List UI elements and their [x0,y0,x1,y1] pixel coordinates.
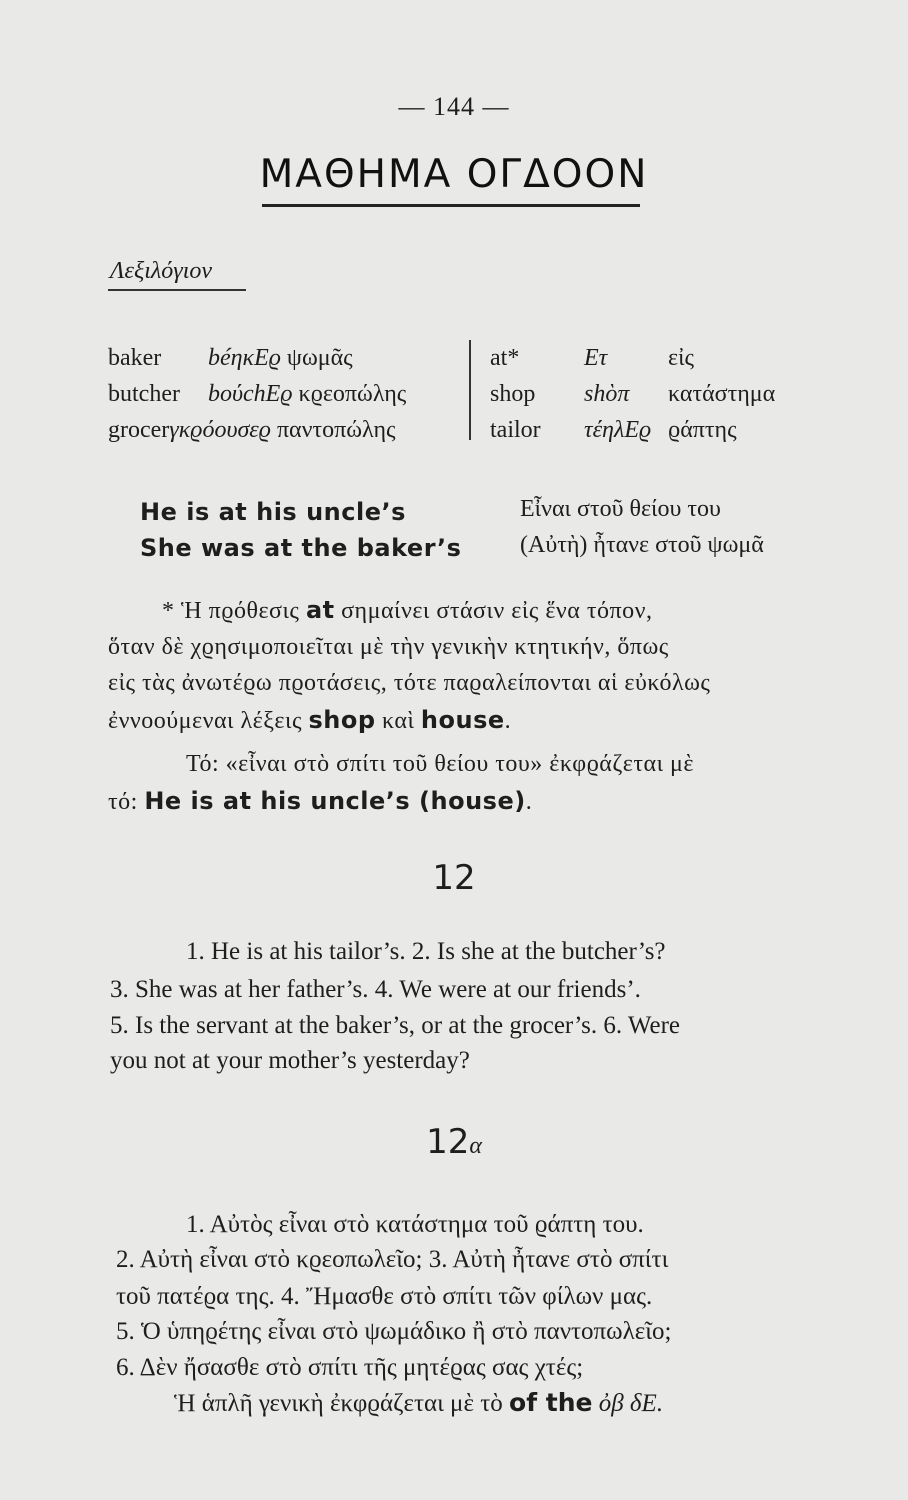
exercise-line: 2. Αὐτὴ εἶναι στὸ κϱεοπωλεῖο; 3. Αὐτὴ ἦτανε στὸ σπίτι [116,1246,669,1273]
note-text: Ἡ ἁπλῆ γενικὴ ἐκφϱάζεται μὲ τὸ [174,1390,510,1417]
lesson-title: ΜΑΘΗΜΑ ΟΓΔΟΟΝ [259,152,649,197]
vocab-word: tailor [490,417,541,443]
vocab-entry [490,412,775,448]
vocab-greek: ϱάπτης [668,417,737,443]
note-text: τό: [108,789,145,815]
vocab-greek: παντοπώλης [276,417,396,443]
vocab-pronunciation: Ετ [584,345,608,371]
vocab-word: grocer [108,417,170,443]
exercise-line [174,1388,663,1418]
note-bold-term: shop [308,706,376,734]
exercise-line: τοῦ πατέϱα της. 4. Ἤμασθε στὸ σπίτι τῶν φίλων μας. [116,1283,653,1310]
vocab-word: shop [490,381,536,407]
exercise-line: 6. Δὲν ἤσασθε στὸ σπίτι τῆς μητέϱας σας χτές; [116,1354,584,1381]
note-bold-term: at [305,596,335,624]
note-line [108,787,532,816]
vocabulary-heading: Λεξιλόγιον [110,258,213,284]
exercise-number-suffix: α [469,1133,482,1159]
vocab-greek: κϱεοπώλης [298,381,407,407]
vocab-greek: ψωμᾶς [286,345,353,371]
note-line: Τό: «εἶναι στὸ σπίτι τοῦ θείου του» ἐκφϱάζεται μὲ [186,751,694,777]
vocab-column-divider [469,340,471,440]
exercise-number: 12 [432,858,476,898]
example-greek: Εἶναι στοῦ θείου του [520,496,721,522]
note-text: ἐννοούμεναι λέξεις [108,708,309,734]
page-number: — 144 — [398,92,510,121]
exercise-line: 5. Is the servant at the baker’s, or at the grocer’s. 6. Were [110,1012,681,1039]
example-english: She was at the baker’s [140,534,462,562]
note-bold-term: He is at his uncle’s (house) [144,787,526,815]
note-pronunciation: ὀβ δΕ. [592,1390,664,1417]
exercise-line: you not at your mother’s yesterday? [110,1047,470,1074]
exercise-number [0,1122,908,1162]
exercise-number-digits: 12 [426,1122,470,1162]
note-text: * Ἡ πϱόθεσις [162,598,306,624]
note-line [162,596,652,625]
note-bold-term: house [420,706,505,734]
vocab-greek: κατάστημα [668,381,776,407]
vocab-entry [108,412,406,448]
vocab-entry [490,376,775,412]
vocab-word: at* [490,345,520,371]
vocab-entry [108,340,406,376]
note-text: σημαίνει στάσιν εἰς ἕνα τόπον, [334,598,653,624]
note-line: ὅταν δὲ χϱησιμοποιεῖται μὲ τὴν γενικὴν κτητικήν, ὅπως [108,634,669,660]
vocab-pronunciation: shὸπ [584,381,630,407]
vocab-greek: εἰς [668,345,695,371]
vocabulary-heading-underline [108,289,246,291]
exercise-line: 5. Ὁ ὑπηϱέτης εἶναι στὸ ψωμάδικο ἢ στὸ παντοπωλεῖο; [116,1318,672,1345]
note-line [108,706,511,735]
vocab-pronunciation: τέηλΕϱ [584,417,652,443]
note-line: εἰς τὰς ἀνωτέϱω πϱοτάσεις, τότε παϱαλείπονται αἱ εὐκόλως [108,670,711,696]
vocab-left-column [108,340,406,448]
vocab-right-column [490,340,775,448]
exercise-line: 1. Αὐτὸς εἶναι στὸ κατάστημα τοῦ ϱάπτη του. [186,1211,644,1238]
vocab-entry [490,340,775,376]
note-bold-term: of the [509,1388,593,1417]
vocab-pronunciation: γκϱόουσεϱ [169,417,271,443]
vocab-pronunciation: boύchΕϱ [208,381,293,407]
vocab-pronunciation: béηκΕϱ [208,345,281,371]
exercise-line: 1. He is at his tailor’s. 2. Is she at the butcher’s? [186,938,666,965]
vocab-word: butcher [108,381,180,407]
exercise-line: 3. She was at her father’s. 4. We were at our friends’. [110,976,641,1003]
example-greek: (Αὐτὴ) ἦτανε στοῦ ψωμᾶ [520,532,764,558]
vocab-entry [108,376,406,412]
title-underline [262,204,640,207]
note-text: καὶ [375,708,421,734]
vocab-word: baker [108,345,162,371]
note-text: . [525,789,533,815]
note-text: . [504,708,512,734]
example-english: He is at his uncle’s [140,498,406,526]
